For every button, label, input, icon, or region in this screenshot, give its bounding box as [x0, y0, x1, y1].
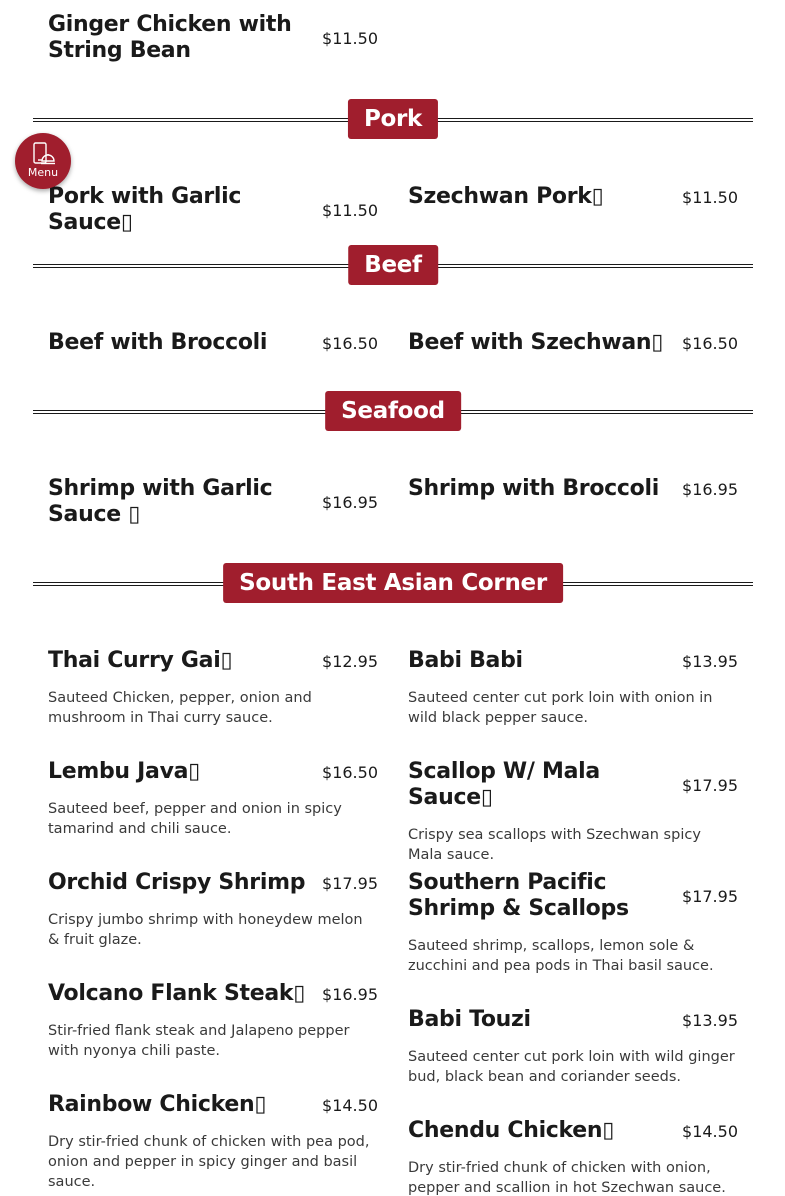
menu-button[interactable] [15, 133, 71, 189]
item-description: Sauteed shrimp, scallops, lemon sole & zucchini and pea pods in Thai basil sauce. [408, 938, 714, 974]
hot-pepper-icon: ▯ [602, 1118, 615, 1143]
item-price: $11.50 [682, 187, 738, 207]
section-title: Pork [348, 99, 438, 139]
menu-item-scallop-mala-sauce[interactable] [408, 759, 738, 865]
item-name: Chendu Chicken▯ [408, 1118, 615, 1143]
item-description: Crispy jumbo shrimp with honeydew melon & fruit glaze. [48, 912, 363, 948]
hot-pepper-icon: ▯ [254, 1092, 267, 1117]
item-price: $16.95 [682, 479, 738, 499]
item-name: Scallop W/ Mala Sauce▯ [408, 759, 600, 810]
item-price: $16.50 [682, 333, 738, 353]
item-name: Shrimp with Garlic Sauce ▯ [48, 476, 273, 527]
item-price: $17.95 [682, 775, 738, 795]
menu-phone-icon [32, 142, 56, 168]
item-name: Volcano Flank Steak▯ [48, 981, 306, 1006]
item-name: Rainbow Chicken▯ [48, 1092, 267, 1117]
item-price: $16.50 [322, 762, 378, 782]
menu-item-chendu-chicken[interactable] [408, 1118, 738, 1196]
item-description: Sauteed center cut pork loin with onion in wild black pepper sauce. [408, 690, 713, 726]
menu-item-shrimp-garlic[interactable] [48, 476, 378, 528]
hot-pepper-icon: ▯ [293, 981, 306, 1006]
cut-off-item [408, 0, 738, 4]
item-name: Beef with Broccoli [48, 330, 268, 355]
item-description: Crispy sea scallops with Szechwan spicy Mala sauce. [408, 827, 701, 863]
item-name: Lembu Java▯ [48, 759, 200, 784]
item-price: $17.95 [322, 873, 378, 893]
menu-item-szechwan-pork[interactable] [408, 184, 738, 210]
item-description: Stir-fried flank steak and Jalapeno pepper with nyonya chili paste. [48, 1023, 350, 1059]
section-seafood [33, 391, 753, 431]
item-price: $17.95 [682, 886, 738, 906]
item-name: Szechwan Pork▯ [408, 184, 604, 209]
menu-item-beef-broccoli[interactable] [48, 330, 378, 356]
item-price: $11.50 [322, 200, 378, 220]
item-price: $16.50 [322, 333, 378, 353]
item-price: $14.50 [682, 1121, 738, 1141]
item-description: Dry stir-fried chunk of chicken with onion, pepper and scallion in hot Szechwan sauce. [408, 1160, 726, 1196]
hot-pepper-icon: ▯ [591, 184, 604, 209]
section-title: South East Asian Corner [223, 563, 563, 603]
item-name: Babi Touzi [408, 1007, 531, 1032]
section-pork [33, 99, 753, 139]
item-price: $12.95 [322, 651, 378, 671]
item-price: $14.50 [322, 1095, 378, 1115]
menu-button-label: Menu [27, 166, 59, 179]
menu-item-beef-szechwan[interactable] [408, 330, 738, 356]
item-description: Dry stir-fried chunk of chicken with pea pod, onion and pepper in spicy ginger and basil sauce. [48, 1134, 370, 1190]
item-name: Southern Pacific Shrimp & Scallops [408, 870, 629, 921]
menu-item-babi-babi[interactable] [408, 648, 738, 728]
section-title: Beef [348, 245, 438, 285]
item-name: Ginger Chicken with String Bean [48, 12, 292, 63]
item-name: Shrimp with Broccoli [408, 476, 659, 501]
item-description: Sauteed beef, pepper and onion in spicy tamarind and chili sauce. [48, 801, 342, 837]
item-name: Pork with Garlic Sauce▯ [48, 184, 242, 235]
menu-item-lembu-java[interactable] [48, 759, 378, 839]
hot-pepper-icon: ▯ [128, 502, 140, 527]
section-south-east-asian-corner [33, 563, 753, 603]
item-description: Sauteed center cut pork loin with wild ginger bud, black bean and coriander seeds. [408, 1049, 735, 1085]
menu-item-babi-touzi[interactable] [408, 1007, 738, 1087]
item-name: Thai Curry Gai▯ [48, 648, 233, 673]
hot-pepper-icon: ▯ [480, 785, 493, 810]
hot-pepper-icon: ▯ [220, 648, 233, 673]
menu-item-southern-pacific[interactable] [408, 870, 738, 976]
item-price: $16.95 [322, 492, 378, 512]
hot-pepper-icon: ▯ [188, 759, 200, 784]
menu-item-rainbow-chicken[interactable] [48, 1092, 378, 1192]
menu-item-shrimp-broccoli[interactable] [408, 476, 738, 502]
menu-item-pork-garlic[interactable] [48, 184, 378, 236]
item-price: $13.95 [682, 651, 738, 671]
item-name: Babi Babi [408, 648, 523, 673]
section-beef [33, 245, 753, 285]
item-name: Beef with Szechwan▯ [408, 330, 664, 355]
hot-pepper-icon: ▯ [651, 330, 664, 355]
item-price: $13.95 [682, 1010, 738, 1030]
hot-pepper-icon: ▯ [120, 210, 133, 235]
item-name: Orchid Crispy Shrimp [48, 870, 306, 895]
menu-item-orchid-crispy-shrimp[interactable] [48, 870, 378, 950]
section-title: Seafood [325, 391, 461, 431]
menu-item-thai-curry-gai[interactable] [48, 648, 378, 728]
item-price: $16.95 [322, 984, 378, 1004]
menu-item-volcano-flank-steak[interactable] [48, 981, 378, 1061]
item-price: $11.50 [322, 28, 378, 48]
item-description: Sauteed Chicken, pepper, onion and mushroom in Thai curry sauce. [48, 690, 312, 726]
menu-item-ginger-chicken[interactable] [48, 12, 378, 64]
